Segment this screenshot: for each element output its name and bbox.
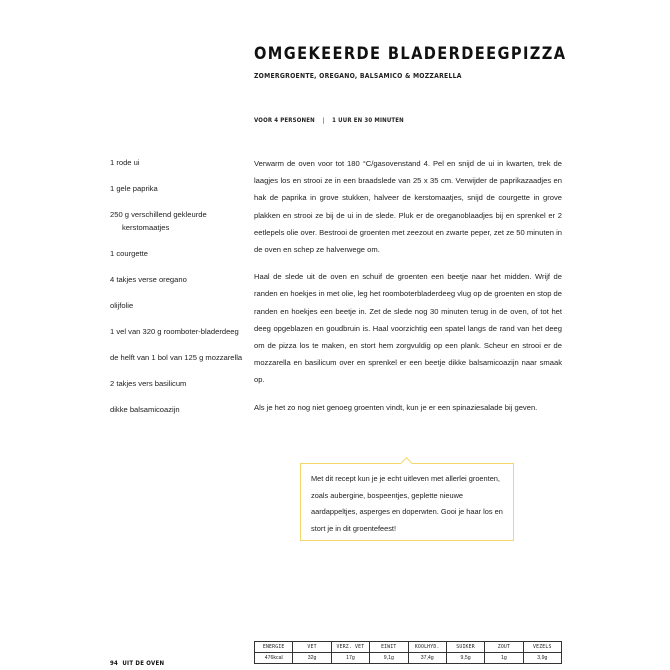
ingredient-item: 1 rode ui: [110, 158, 140, 167]
nutrition-header: SUIKER: [446, 642, 484, 653]
meta-separator: |: [322, 116, 325, 124]
nutrition-value-row: [255, 653, 562, 664]
nutrition-value: 3,9g: [523, 653, 561, 664]
cooking-time: 1 UUR EN 30 MINUTEN: [332, 116, 404, 124]
nutrition-table: [254, 641, 562, 664]
recipe-meta: [254, 116, 404, 124]
page-number: 94: [110, 659, 119, 667]
ingredient-item: de helft van 1 bol van 125 g mozzarella: [110, 353, 243, 362]
nutrition-header: EIWIT: [370, 642, 408, 653]
nutrition-value: 476kcal: [255, 653, 293, 664]
instruction-paragraph: Verwarm de oven voor tot 180 °C/gasovenstand 4. Pel en snijd de ui in kwarten, trek de laagjes los en strooi ze in een braadslede van 25 x 35 cm. Verwijder de paprikazaadjes en hak de paprika in grove stukken, halveer de kerstomaatjes, snijd de courgette in grove plakken en strooi ze bij de ui in de slede. Pluk er de oreganoblaadjes bij en sprenkel er 2 eetlepels olie over. Bestrooi de groenten met zeezout en zwarte peper, zet ze 50 minuten in de oven en schep ze halverwege om.: [254, 159, 562, 255]
nutrition-value: 9,1g: [370, 653, 408, 664]
nutrition-header: ZOUT: [485, 642, 523, 653]
instruction-paragraph: Als je het zo nog niet genoeg groenten vindt, kun je er een spinaziesalade bij geven.: [254, 402, 538, 412]
nutrition-header: VEZELS: [523, 642, 561, 653]
page-footer: [110, 659, 164, 667]
tip-text: Met dit recept kun je je echt uitleven met allerlei groenten, zoals aubergine, bospeentjes, geplette nieuwe aardappeltjes, asperges en doperwten. Gooi je haar los en stort je in dit groentefeest!: [311, 474, 503, 533]
ingredient-item: olijfolie: [110, 301, 134, 310]
ingredient-item: 250 g verschillend gekleurde kerstomaatjes: [110, 210, 207, 232]
instructions: [254, 155, 562, 426]
instruction-paragraph: Haal de slede uit de oven en schuif de groenten een beetje naar het midden. Wrijf de randen en hoekjes in met olie, leg het roomboterbladerdeeg vlug op de groenten en stop de randen en hoekjes een beetje in. Zet de slede nog 30 minuten terug in de oven, of tot het deeg opgeblazen en goudbruin is. Haal voorzichtig een spatel langs de rand van het deeg om de pizza los te maken, en stort hem zorgvuldig op een plank. Scheur en strooi er de mozzarella en basilicum over en sprenkel er een beetje dikke balsamicoazijn naar smaak op.: [254, 272, 562, 385]
nutrition-value: 17g: [331, 653, 369, 664]
recipe-subtitle: ZOMERGROENTE, OREGANO, BALSAMICO & MOZZARELLA: [254, 71, 462, 80]
tip-box: [300, 463, 514, 541]
nutrition-value: 32g: [293, 653, 331, 664]
nutrition-header: VET: [293, 642, 331, 653]
ingredient-item: dikke balsamicoazijn: [110, 405, 180, 414]
ingredient-item: 1 courgette: [110, 249, 148, 258]
servings: VOOR 4 PERSONEN: [254, 116, 315, 124]
recipe-title: OMGEKEERDE BLADERDEEGPIZZA: [254, 44, 567, 64]
ingredient-item: 1 vel van 320 g roomboter-bladerdeeg: [110, 327, 239, 336]
nutrition-header: KOOLHYD.: [408, 642, 446, 653]
ingredient-item: 2 takjes vers basilicum: [110, 379, 187, 388]
nutrition-value: 9,5g: [446, 653, 484, 664]
ingredient-list: [110, 156, 245, 429]
section-name: UIT DE OVEN: [122, 659, 165, 667]
ingredient-item: 4 takjes verse oregano: [110, 275, 187, 284]
nutrition-header: ENERGIE: [255, 642, 293, 653]
nutrition-header-row: [255, 642, 562, 653]
nutrition-value: 37,4g: [408, 653, 446, 664]
nutrition-value: 1g: [485, 653, 523, 664]
nutrition-header: VERZ. VET: [331, 642, 369, 653]
ingredient-item: 1 gele paprika: [110, 184, 158, 193]
